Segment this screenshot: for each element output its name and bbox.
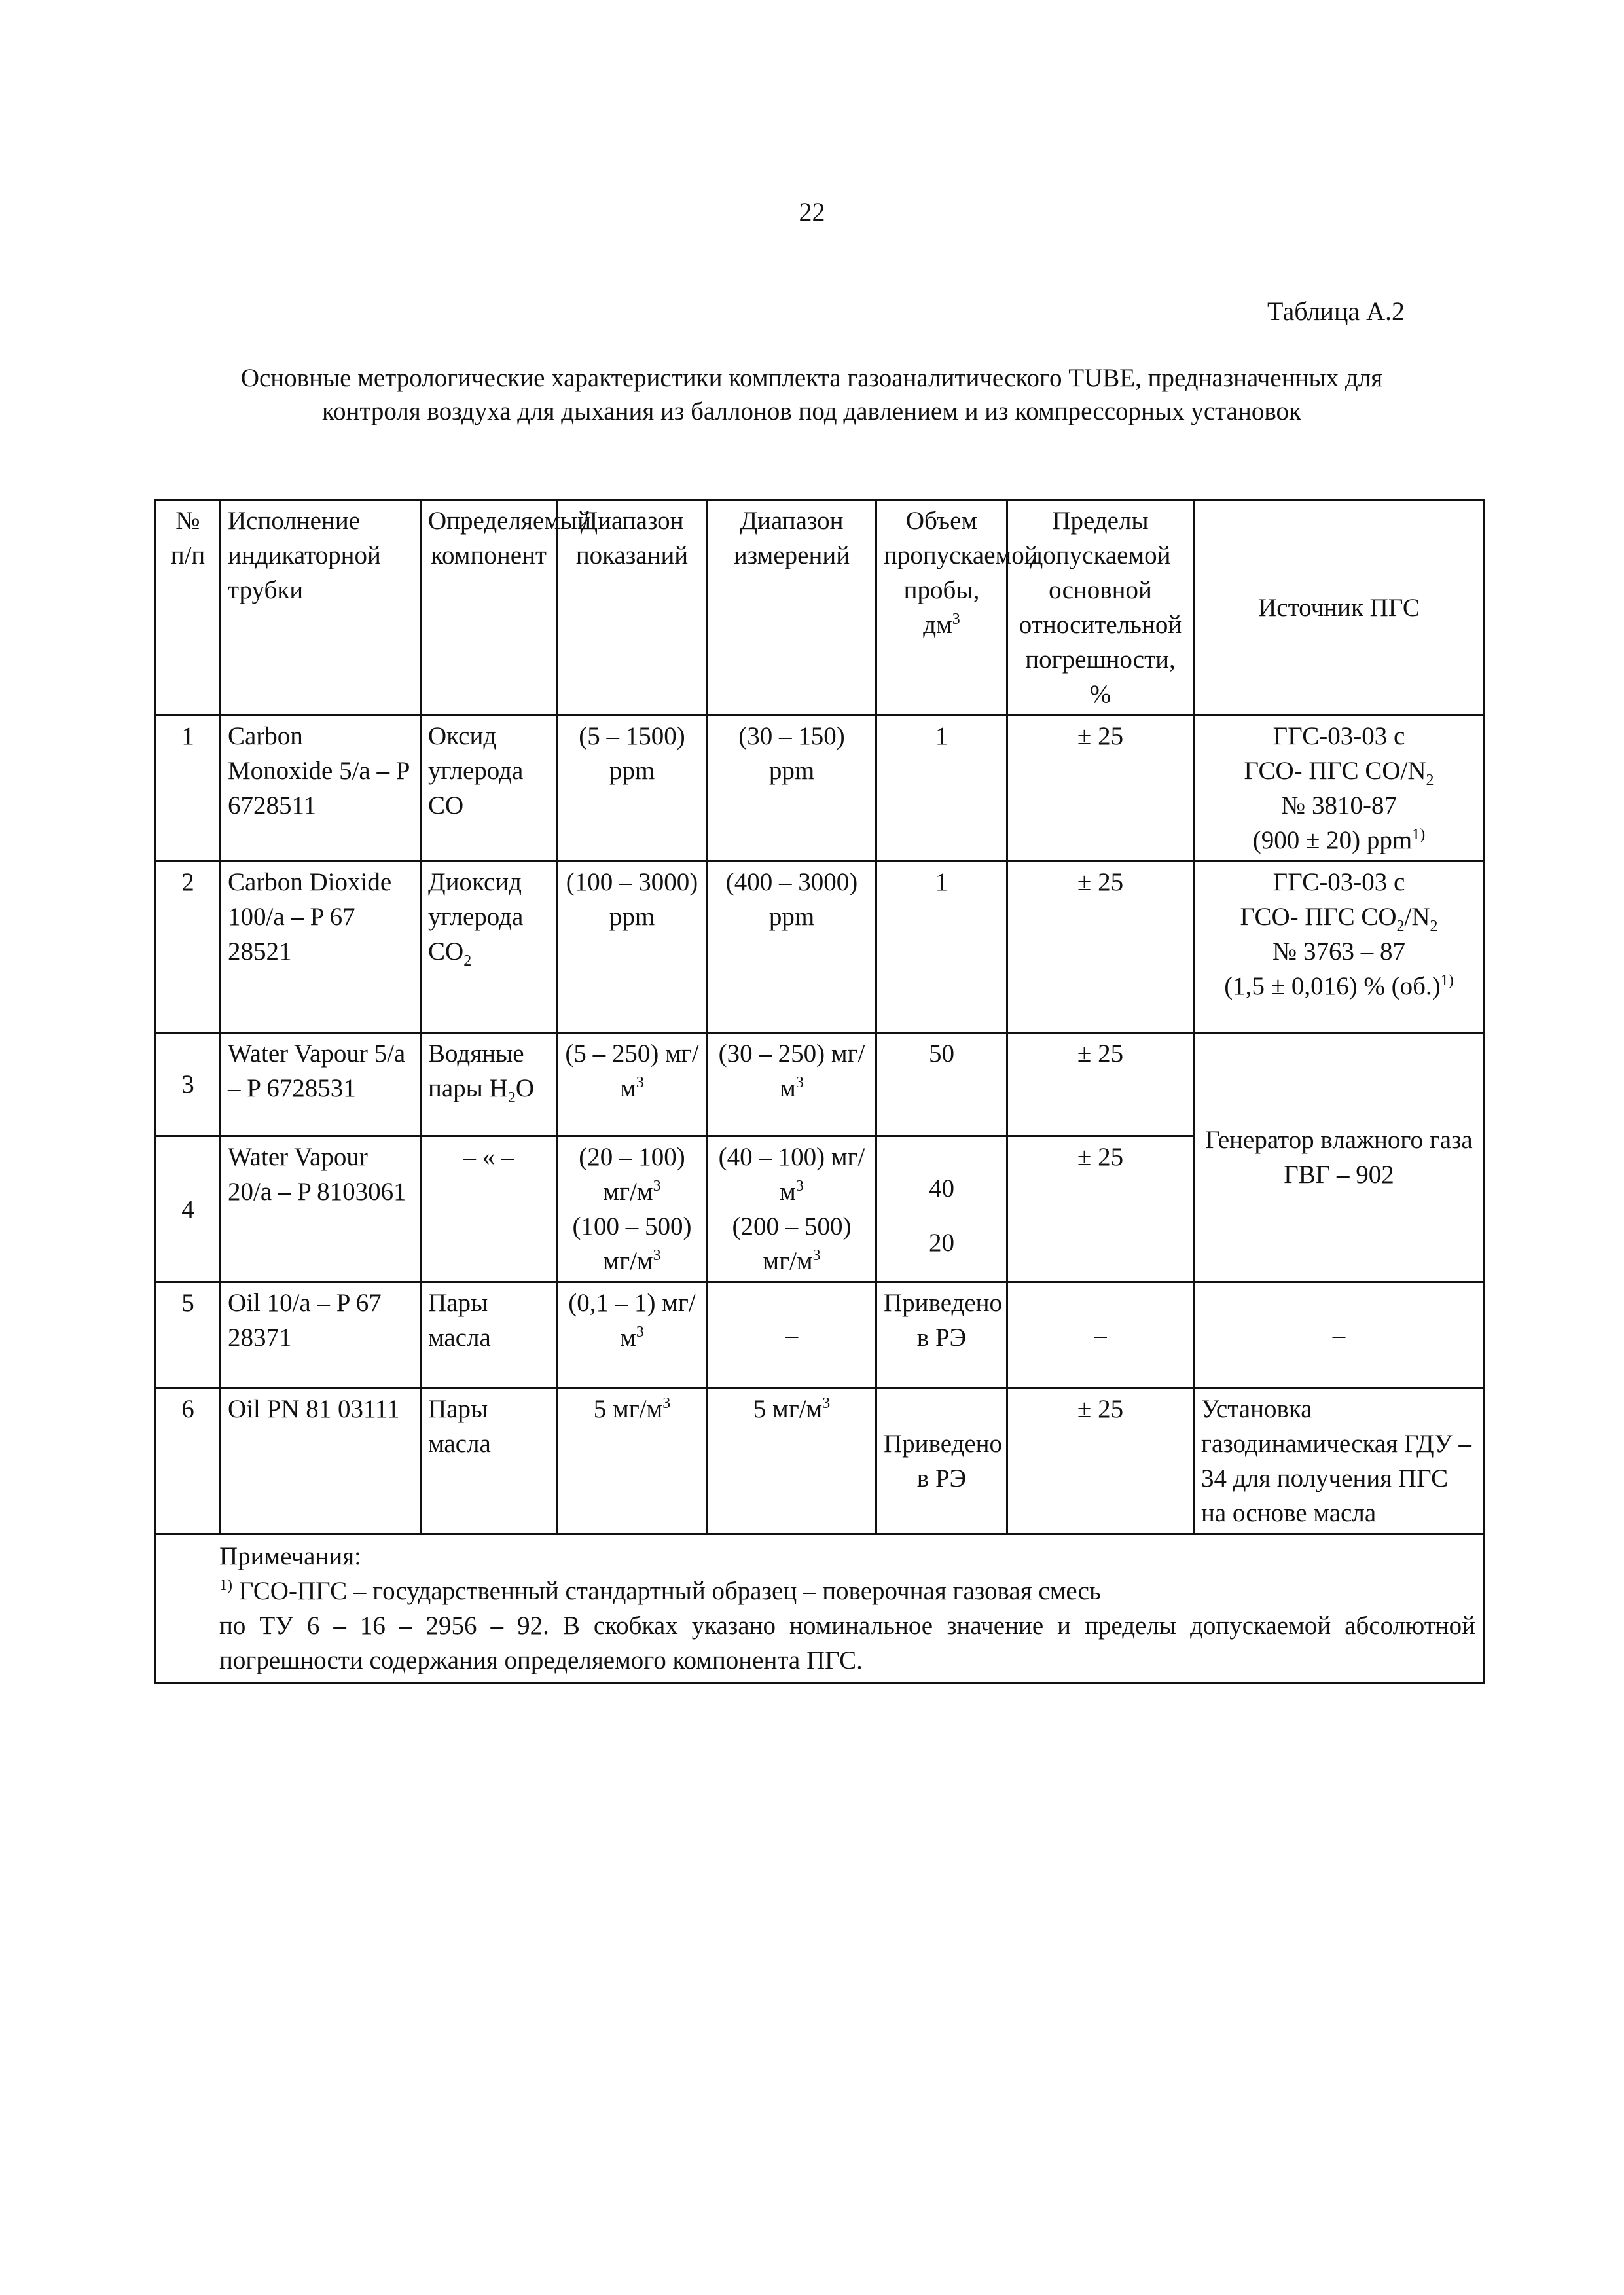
row-volume: 1: [876, 715, 1007, 861]
row-component: [421, 861, 557, 1033]
row-volume: [876, 1136, 1007, 1282]
row-measurement: (400 – 3000) ppm: [708, 861, 876, 1033]
row-error: ± 25: [1007, 861, 1194, 1033]
row-volume: 1: [876, 861, 1007, 1033]
row-component: – « –: [421, 1136, 557, 1282]
source-line: ГГС-03-03 с: [1272, 722, 1405, 750]
source-line: [1201, 899, 1477, 934]
header-error-limits: Пределы допускаемой основной относительной погрешности, %: [1007, 500, 1194, 715]
notes-cell: [156, 1534, 1485, 1683]
row-num: 4: [156, 1136, 221, 1282]
source-line: [1201, 969, 1477, 1003]
row-tube: Water Vapour 5/a – P 6728531: [221, 1033, 421, 1136]
row-tube: Carbon Dioxide 100/a – P 67 28521: [221, 861, 421, 1033]
row-tube: Oil PN 81 03111: [221, 1388, 421, 1534]
row-indication: [557, 1033, 708, 1136]
row-error: –: [1007, 1282, 1194, 1388]
range-text: (20 – 100) мг/м: [579, 1143, 685, 1206]
footnote-marker: 1): [219, 1577, 232, 1594]
unit-sup: 3: [653, 1247, 661, 1264]
header-tube: Исполнение индикаторной трубки: [221, 500, 421, 715]
metrology-table: [154, 499, 1485, 1684]
row-error: ± 25: [1007, 1033, 1194, 1136]
header-component: Определяемый компонент: [421, 500, 557, 715]
source-line: [1201, 753, 1477, 788]
notes-row: [156, 1534, 1485, 1683]
row-source: [1194, 715, 1485, 861]
source-line: № 3810-87: [1281, 791, 1397, 820]
row-volume: Приведено в РЭ: [876, 1282, 1007, 1388]
row-num: 2: [156, 861, 221, 1033]
table-row: [156, 1282, 1485, 1388]
header-num: № п/п: [156, 500, 221, 715]
range-text: 5 мг/м: [593, 1395, 663, 1423]
unit-sup: 3: [662, 1395, 671, 1412]
row-measurement: (30 – 150) ppm: [708, 715, 876, 861]
row-measurement: [708, 1033, 876, 1136]
page-number: 22: [799, 197, 825, 226]
row-num: 6: [156, 1388, 221, 1534]
row-source: Генератор влажного газа ГВГ – 902: [1194, 1033, 1485, 1282]
header-sample-volume-sup: 3: [952, 611, 960, 628]
table-row: [156, 1033, 1485, 1136]
notes-definition: ГСО-ПГС – государственный стандартный образец – поверочная газовая смесь: [238, 1577, 1101, 1605]
range-line: [564, 1140, 700, 1209]
source-line: [1201, 823, 1477, 858]
table-label: Таблица А.2: [1267, 297, 1405, 326]
row-volume: Приведено в РЭ: [876, 1388, 1007, 1534]
header-sample-volume-text: Объем пропускаемой пробы, дм: [884, 507, 1038, 639]
footnote-ref: 1): [1440, 972, 1454, 989]
header-source: Источник ПГС: [1194, 500, 1485, 715]
header-indication-range: Диапазон показаний: [557, 500, 708, 715]
row-num: 3: [156, 1033, 221, 1136]
volume-value: 40: [929, 1174, 954, 1202]
range-text: (5 – 250) мг/м: [565, 1039, 699, 1102]
row-source: –: [1194, 1282, 1485, 1388]
unit-sup: 3: [636, 1324, 644, 1341]
header-row: [156, 500, 1485, 715]
row-indication: [557, 1282, 708, 1388]
row-tube: Carbon Monoxide 5/a – P 6728511: [221, 715, 421, 861]
header-measurement-range: Диапазон измерений: [708, 500, 876, 715]
source-formula: ГСО- ПГС CO/N: [1244, 757, 1426, 785]
unit-sup: 3: [795, 1178, 804, 1195]
component-text: Водяные пары H: [428, 1039, 524, 1102]
row-error: ± 25: [1007, 715, 1194, 861]
unit-sup: 3: [653, 1178, 661, 1195]
header-sample-volume: [876, 500, 1038, 715]
row-component: Оксид углерода CO: [421, 715, 557, 861]
row-volume: 50: [876, 1033, 1007, 1136]
row-indication: [557, 1388, 708, 1534]
notes-heading: Примечания:: [219, 1542, 361, 1570]
row-tube: Oil 10/a – P 67 28371: [221, 1282, 421, 1388]
row-component: [421, 1033, 557, 1136]
row-source: [1194, 861, 1485, 1033]
range-text: (40 – 100) мг/м: [718, 1143, 865, 1206]
range-text: 5 мг/м: [753, 1395, 823, 1423]
notes-detail: по ТУ 6 – 16 – 2956 – 92. В скобках указано номинальное значение и пределы допускаемой абсолютной погрешности содержания определяемого компонента ПГС.: [219, 1612, 1475, 1674]
row-indication: [557, 1136, 708, 1282]
row-measurement: [708, 1136, 876, 1282]
range-text: (100 – 500) мг/м: [572, 1212, 692, 1275]
source-value: (900 ± 20) ppm: [1252, 826, 1413, 854]
source-formula: /N: [1404, 903, 1430, 931]
source-sub: 2: [1430, 917, 1438, 935]
row-tube: Water Vapour 20/a – P 8103061: [221, 1136, 421, 1282]
unit-sup: 3: [822, 1395, 831, 1412]
volume-value: 20: [929, 1229, 954, 1257]
row-error: ± 25: [1007, 1136, 1194, 1282]
range-line: [715, 1140, 869, 1209]
row-source: Установка газодинамическая ГДУ – 34 для получения ПГС на основе масла: [1194, 1388, 1485, 1534]
source-formula: ГСО- ПГС CO: [1240, 903, 1397, 931]
source-line: ГГС-03-03 с: [1272, 868, 1405, 896]
row-error: ± 25: [1007, 1388, 1194, 1534]
component-sub: 2: [507, 1089, 516, 1106]
component-text: Диоксид углерода CO: [428, 868, 524, 966]
row-component: Пары масла: [421, 1282, 557, 1388]
row-component: Пары масла: [421, 1388, 557, 1534]
table-row: [156, 861, 1485, 1033]
range-text: (30 – 250) мг/м: [718, 1039, 865, 1102]
component-sub: 2: [463, 952, 472, 969]
source-sub: 2: [1396, 917, 1405, 935]
source-line: № 3763 – 87: [1272, 937, 1405, 966]
unit-sup: 3: [812, 1247, 821, 1264]
row-indication: (100 – 3000) ppm: [557, 861, 708, 1033]
range-text: (200 – 500) мг/м: [732, 1212, 852, 1275]
range-line: [715, 1209, 869, 1278]
row-measurement: [708, 1388, 876, 1534]
range-line: [564, 1209, 700, 1278]
table-title: Основные метрологические характеристики комплекта газоаналитического TUBE, предназначенных для контроля воздуха для дыхания из баллонов под давлением и из компрессорных установок: [240, 364, 1383, 425]
footnote-ref: 1): [1412, 826, 1426, 843]
row-indication: (5 – 1500) ppm: [557, 715, 708, 861]
range-text: (0,1 – 1) мг/м: [568, 1289, 696, 1352]
source-value: (1,5 ± 0,016) % (об.): [1224, 972, 1441, 1000]
row-measurement: –: [708, 1282, 876, 1388]
row-num: 5: [156, 1282, 221, 1388]
unit-sup: 3: [795, 1074, 804, 1091]
component-tail: O: [515, 1074, 534, 1102]
table-row: [156, 715, 1485, 861]
table-row: [156, 1388, 1485, 1534]
notes-line: [219, 1574, 1475, 1608]
source-sub: 2: [1426, 771, 1434, 789]
unit-sup: 3: [636, 1074, 644, 1091]
row-num: 1: [156, 715, 221, 861]
